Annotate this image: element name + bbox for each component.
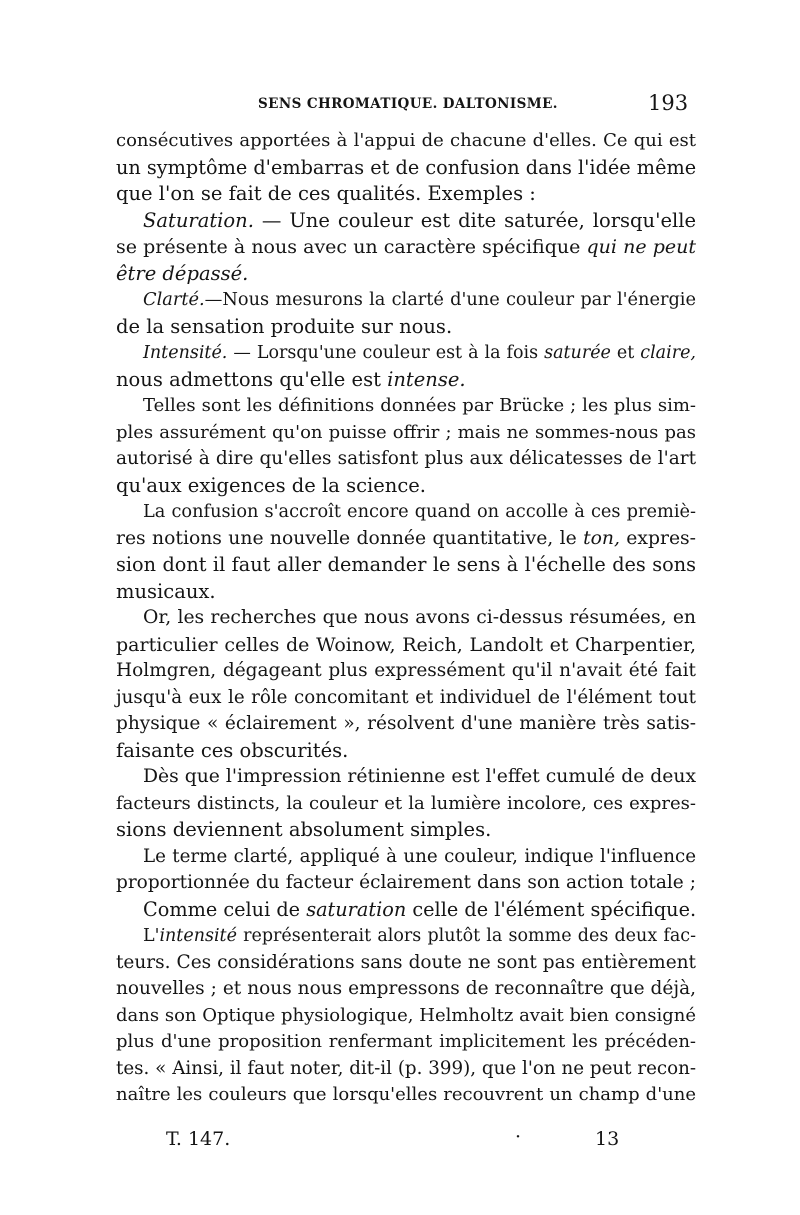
text-line: nous admettons qu'elle est intense. <box>116 367 466 391</box>
text-line: qu'aux exigences de la science. <box>116 473 427 497</box>
text-line: nouvelles ; et nous nous empressons de reconnaître que déjà, <box>116 978 696 999</box>
text-line: Intensité. — Lorsqu'une couleur est à la fois saturée et claire, <box>143 343 696 363</box>
text-line: consécutives apportées à l'appui de chacune d'elles. Ce qui est <box>116 130 696 151</box>
text-line: tes. « Ainsi, il faut noter, dit-il (p. 399), que l'on ne peut recon- <box>116 1057 696 1079</box>
text-line: faisante ces obscurités. <box>116 738 349 762</box>
text-line: teurs. Ces considérations sans doute ne sont pas entièrement <box>116 951 696 973</box>
text-line: jusqu'à eux le rôle concomitant et individuel de l'élément tout <box>116 686 696 708</box>
signature-dot: · <box>515 1126 522 1148</box>
text-line: se présente à nous avec un caractère spécifique qui ne peut <box>116 236 696 258</box>
text-line: être dépassé. <box>116 261 249 285</box>
text-line: musicaux. <box>116 579 216 603</box>
text-line: de la sensation produite sur nous. <box>116 314 453 338</box>
term-intensite: Intensité. <box>143 343 228 363</box>
text-line: dans son Optique physiologique, Helmholtz avait bien consigné <box>116 1004 696 1026</box>
text-line: Telles sont les définitions données par Brücke ; les plus sim- <box>143 395 696 416</box>
text-line: que l'on se fait de ces qualités. Exemples : <box>116 182 536 205</box>
text-line: La confusion s'accroît encore quand on accolle à ces premiè- <box>143 502 696 522</box>
text-line: facteurs distincts, la couleur et la lumière incolore, ces expres- <box>116 792 696 814</box>
text-line: Holmgren, dégageant plus expressément qu'il n'avait été fait <box>116 660 696 681</box>
text-line: Le terme clarté, appliqué à une couleur, indique l'influence <box>143 845 696 867</box>
text-line: ples assurément qu'on puisse offrir ; mais ne sommes-nous pas <box>116 421 696 443</box>
volume-mark: T. 147. <box>166 1128 231 1150</box>
page-number: 193 <box>648 91 689 115</box>
text-line: particulier celles de Woinow, Reich, Landolt et Charpentier, <box>116 633 696 656</box>
signature-number: 13 <box>595 1128 620 1150</box>
text-line: naître les couleurs que lorsqu'elles recouvrent un champ d'une <box>116 1084 696 1105</box>
text-line: Saturation. — Une couleur est dite saturée, lorsqu'elle <box>143 208 696 232</box>
text-line: sions deviennent absolument simples. <box>116 818 492 841</box>
term-clarte: Clarté. <box>143 290 205 310</box>
body-text <box>116 128 696 1109</box>
text-line: Dès que l'impression rétinienne est l'effet cumulé de deux <box>143 766 697 787</box>
text-line: sion dont il faut aller demander le sens à l'échelle des sons <box>116 553 696 576</box>
text-line: Clarté.—Nous mesurons la clarté d'une couleur par l'énergie <box>143 290 696 310</box>
text-line: proportionnée du facteur éclairement dans son action totale ; <box>116 872 696 893</box>
running-title: SENS CHROMATIQUE. DALTONISME. <box>258 96 558 112</box>
text-line: res notions une nouvelle donnée quantitative, le ton, expres- <box>116 527 696 549</box>
text-line: Or, les recherches que nous avons ci-dessus résumées, en <box>143 607 696 628</box>
text-line: Comme celui de saturation celle de l'élément spécifique. <box>143 897 697 921</box>
text-line: plus d'une proposition renfermant implicitement les précéden- <box>116 1031 696 1052</box>
text-line: physique « éclairement », résolvent d'une manière très satis- <box>116 713 696 734</box>
text-line: un symptôme d'embarras et de confusion dans l'idée même <box>116 155 697 179</box>
text-line: autorisé à dire qu'elles satisfont plus aux délicatesses de l'art <box>116 448 696 469</box>
text-line: L'intensité représenterait alors plutôt la somme des deux fac- <box>143 926 696 946</box>
term-saturation: Saturation. <box>143 208 254 232</box>
